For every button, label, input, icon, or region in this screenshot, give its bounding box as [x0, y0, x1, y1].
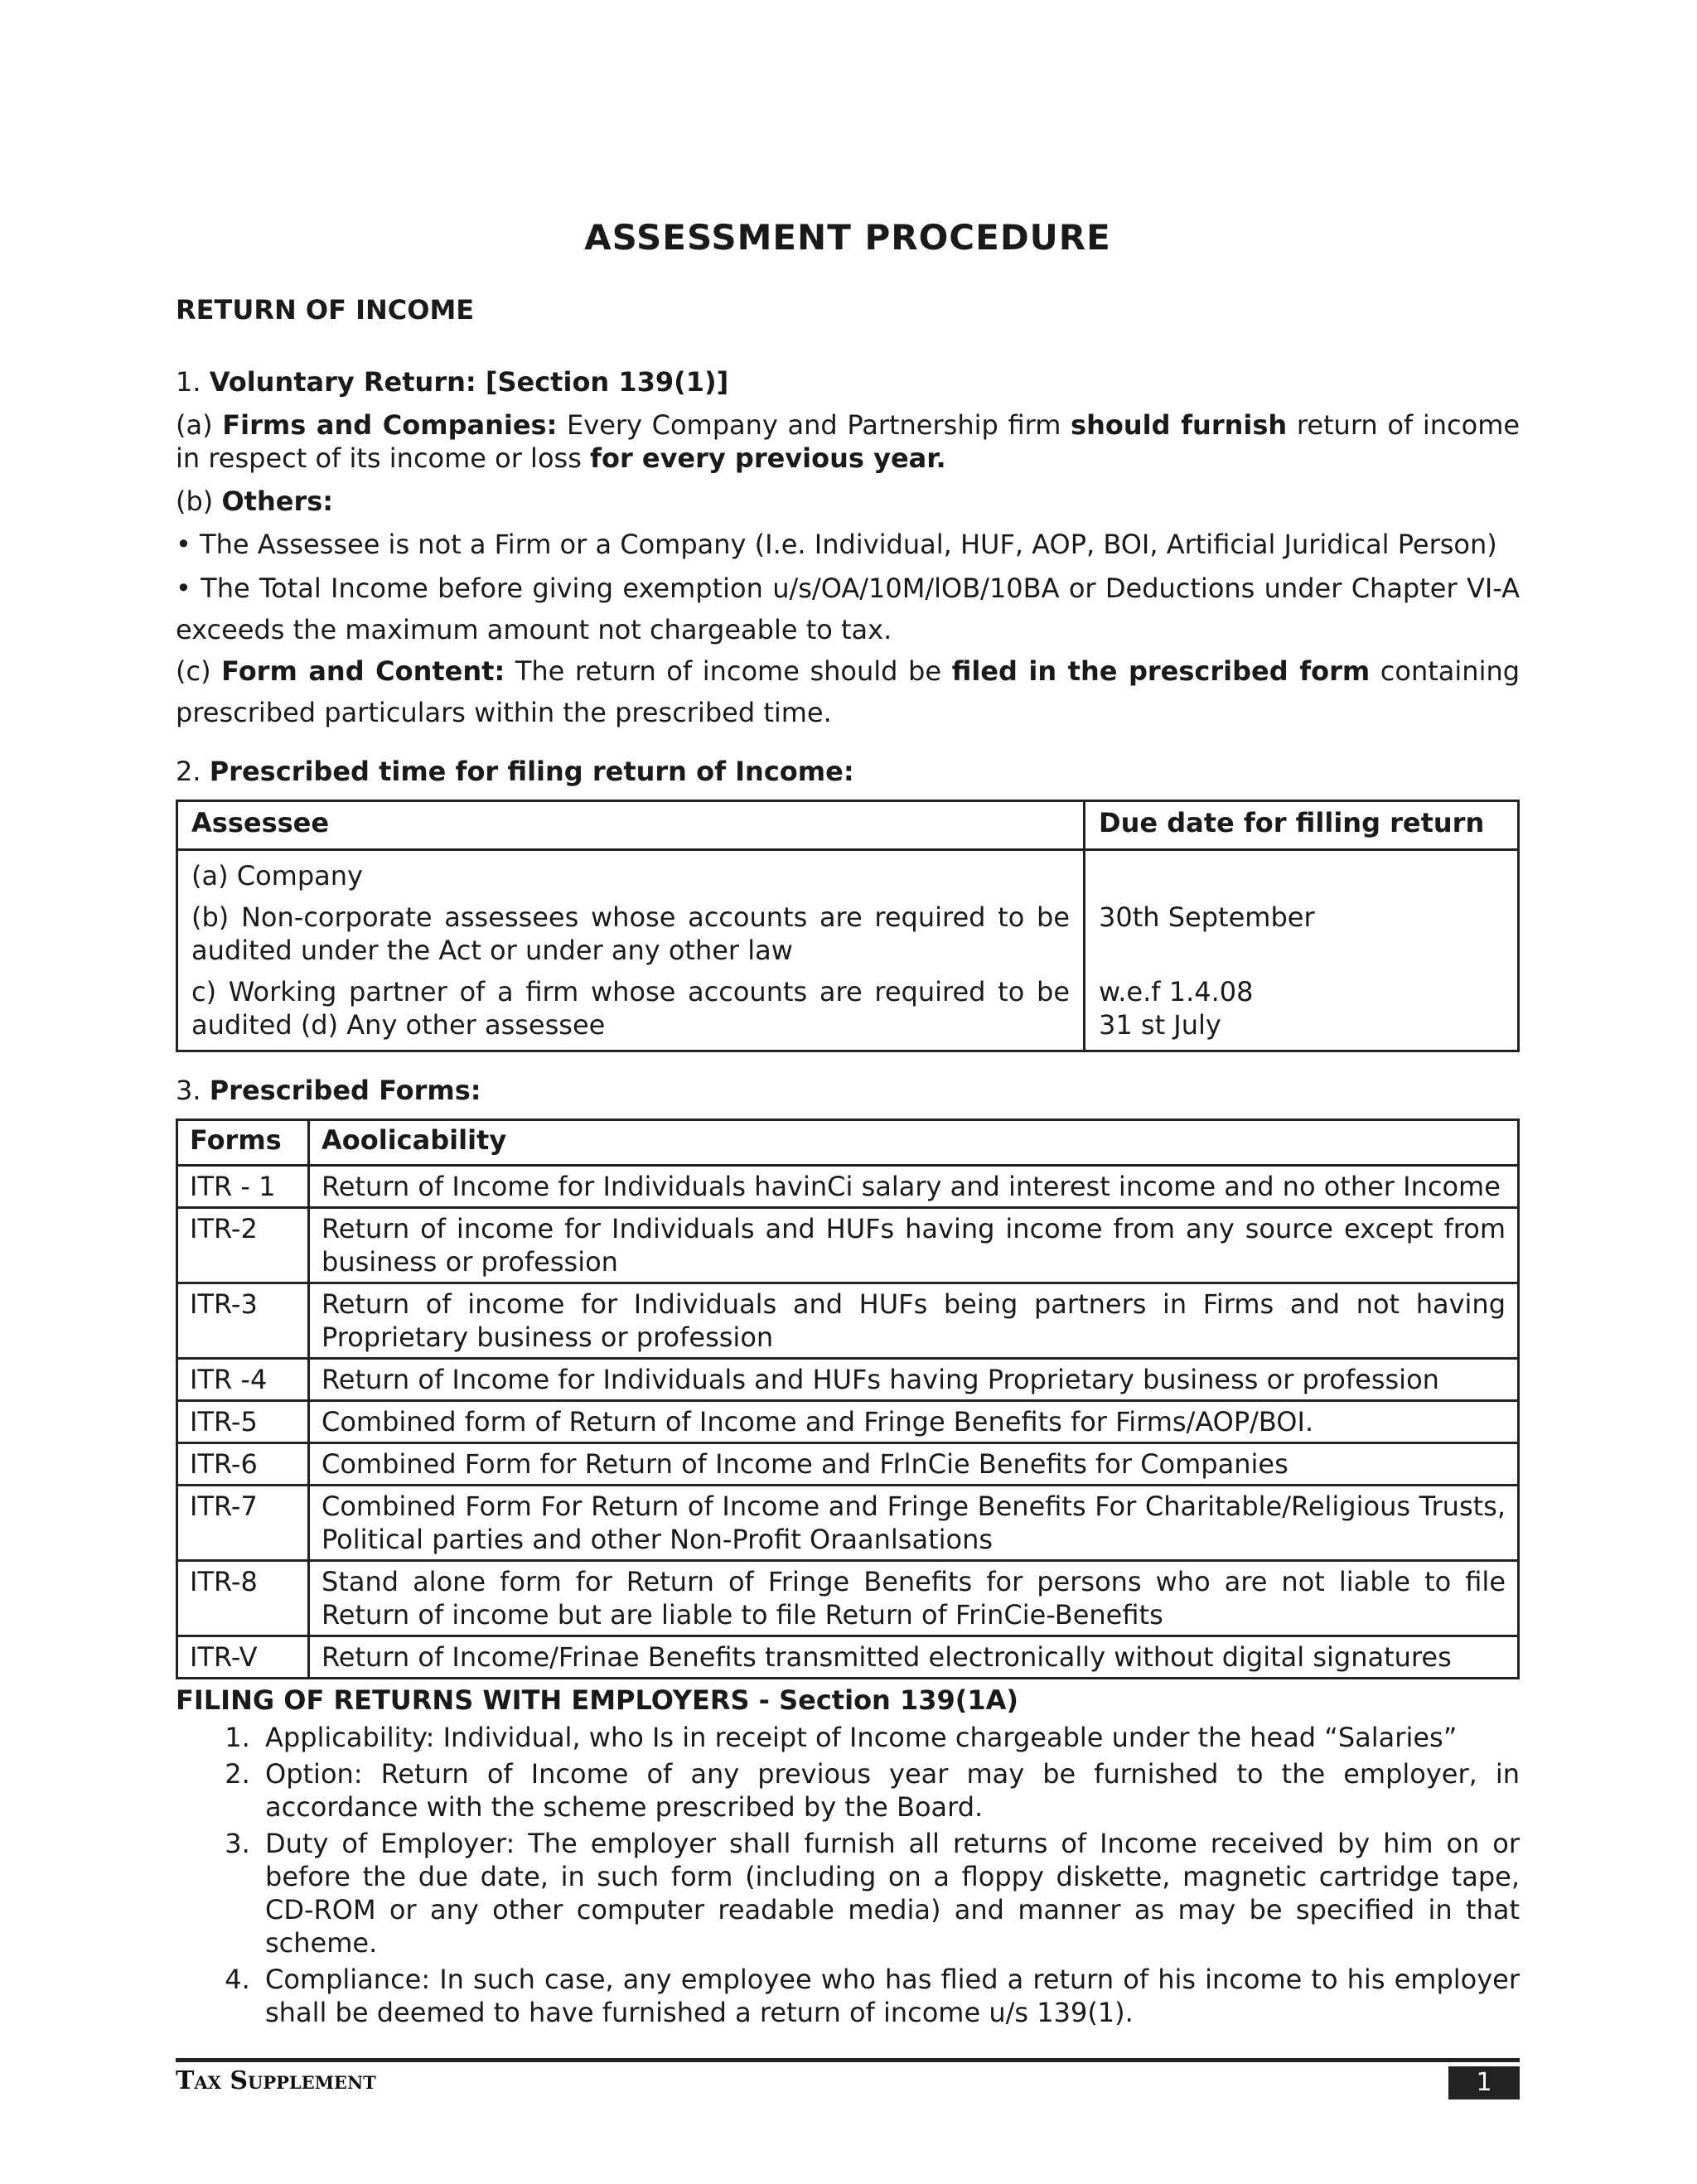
- prescribed-time-number: 2.: [176, 756, 201, 787]
- due-date-july: 31 st July: [1099, 1009, 1221, 1041]
- item-a-emphasis-2: for every previous year.: [590, 442, 946, 474]
- assessee-company: (a) Company: [191, 860, 363, 891]
- due-date-spacer: [1099, 859, 1504, 901]
- item-c-heading: Form and Content:: [221, 655, 505, 687]
- item-c-label: (c): [176, 655, 211, 687]
- table-row: [177, 1359, 1519, 1401]
- form-applicability: Stand alone form for Return of Fringe Benefits for persons who are not liable to file Return of income but are liable to file Return of FrinCie-Benefits: [309, 1561, 1519, 1636]
- item-a-emphasis-1: should furnish: [1071, 409, 1288, 441]
- list-item: 3. Duty of Employer: The employer shall furnish all returns of Income received by him on or before the due date, in such form (including on a floppy diskette, magnetic cartridge tape, CD-ROM or any other computer readable media) and manner as may be specified in that scheme.: [259, 1827, 1520, 1959]
- form-code: ITR -4: [177, 1359, 309, 1401]
- page-number: 1: [1448, 2066, 1520, 2099]
- page-content: [176, 217, 1520, 2032]
- due-date-table: [176, 800, 1520, 1052]
- item-b-label: (b): [176, 486, 214, 517]
- item-a-text-2: return of income in respect of its income or loss: [176, 409, 1521, 474]
- list-item: 2. Option: Return of Income of any previous year may be furnished to the employer, in accordance with the scheme prescribed by the Board.: [259, 1757, 1520, 1824]
- assessee-non-corporate: (b) Non-corporate assessees whose accounts are required to be audited under the Act or under any other law: [191, 901, 1070, 966]
- applicability-column-header: Aoolicability: [309, 1120, 1519, 1166]
- form-code: ITR-8: [177, 1561, 309, 1636]
- form-applicability: Return of Income/Frinae Benefits transmitted electronically without digital signatures: [309, 1636, 1519, 1679]
- forms-column-header: Forms: [177, 1120, 309, 1166]
- due-date-effective: w.e.f 1.4.08: [1099, 976, 1254, 1007]
- form-applicability: Return of Income for Individuals and HUFs having Proprietary business or profession: [309, 1359, 1519, 1401]
- due-date-september: 30th September: [1099, 901, 1315, 933]
- table-row: [177, 1443, 1519, 1486]
- assessee-cell: [177, 850, 1085, 1051]
- due-date-spacer-2: [1099, 934, 1504, 975]
- assessee-working-partner: c) Working partner of a firm whose accounts are required to be audited (d) Any other assessee: [191, 976, 1070, 1041]
- form-applicability: Return of income for Individuals and HUFs being partners in Firms and not having Proprietary business or profession: [309, 1283, 1519, 1359]
- prescribed-time-heading: [176, 755, 1520, 788]
- due-date-header-row: [177, 801, 1519, 850]
- form-code: ITR-6: [177, 1443, 309, 1486]
- item-c-emphasis: filed in the prescribed form: [951, 655, 1371, 687]
- footer-divider: [176, 2058, 1520, 2062]
- table-row: [177, 1636, 1519, 1679]
- filing-list: [176, 1721, 1520, 2029]
- forms-header-row: [177, 1120, 1519, 1166]
- forms-table: [176, 1119, 1520, 1679]
- table-row: [177, 1486, 1519, 1561]
- due-date-cell: [1085, 850, 1519, 1051]
- form-code: ITR-3: [177, 1283, 309, 1359]
- voluntary-number: 1.: [176, 366, 201, 398]
- prescribed-forms-heading: [176, 1074, 1520, 1107]
- list-item: 4. Compliance: In such case, any employee who has flied a return of his income to his employer shall be deemed to have furnished a return of income u/s 139(1).: [259, 1963, 1520, 2029]
- voluntary-heading-text: Voluntary Return: [Section 139(1)]: [209, 366, 729, 398]
- form-and-content-paragraph: [176, 650, 1520, 733]
- table-row: [177, 1561, 1519, 1636]
- form-applicability: Combined Form For Return of Income and Fringe Benefits For Charitable/Religious Trusts, Political parties and other Non-Profit Oraanlsations: [309, 1486, 1519, 1561]
- form-code: ITR-7: [177, 1486, 309, 1561]
- due-date-body-row: [177, 850, 1519, 1051]
- item-a-label: (a): [176, 409, 213, 441]
- others-paragraph: [176, 485, 1520, 518]
- prescribed-forms-heading-text: Prescribed Forms:: [209, 1075, 481, 1106]
- firms-and-companies-paragraph: [176, 408, 1520, 475]
- form-code: ITR-2: [177, 1208, 309, 1283]
- others-bullet-2: • The Total Income before giving exemption u/s/OA/10M/lOB/10BA or Deductions under Chapter VI-A exceeds the maximum amount not chargeable to tax.: [176, 573, 1520, 645]
- list-item: 1. Applicability: Individual, who Is in receipt of Income chargeable under the head “Salaries”: [259, 1721, 1520, 1754]
- prescribed-time-heading-text: Prescribed time for filing return of Income:: [209, 756, 854, 787]
- filing-heading: FILING OF RETURNS WITH EMPLOYERS - Section 139(1A): [176, 1684, 1019, 1716]
- form-code: ITR - 1: [177, 1166, 309, 1208]
- form-code: ITR-5: [177, 1401, 309, 1443]
- item-a-text-1: Every Company and Partnership firm: [567, 409, 1061, 441]
- page-title: ASSESSMENT PROCEDURE: [584, 217, 1111, 258]
- form-applicability: Combined form of Return of Income and Fringe Benefits for Firms/AOP/BOI.: [309, 1401, 1519, 1443]
- table-row: [177, 1401, 1519, 1443]
- item-b-heading: Others:: [221, 486, 334, 517]
- item-c-text-1: The return of income should be: [515, 655, 942, 687]
- prescribed-forms-number: 3.: [176, 1075, 201, 1106]
- due-date-column-header: Due date for filling return: [1085, 801, 1519, 850]
- form-applicability: Combined Form for Return of Income and FrlnCie Benefits for Companies: [309, 1443, 1519, 1486]
- form-applicability: Return of income for Individuals and HUFs having income from any source except from business or profession: [309, 1208, 1519, 1283]
- form-applicability: Return of Income for Individuals havinCi salary and interest income and no other Income: [309, 1166, 1519, 1208]
- table-row: [177, 1166, 1519, 1208]
- footer-title: Tax Supplement: [176, 2066, 376, 2095]
- others-bullet-1: • The Assessee is not a Firm or a Company (I.e. Individual, HUF, AOP, BOI, Artificial Juridical Person): [176, 529, 1497, 560]
- voluntary-heading: [176, 365, 1520, 399]
- table-row: [177, 1208, 1519, 1283]
- section-heading: RETURN OF INCOME: [176, 294, 475, 326]
- item-a-heading: Firms and Companies:: [222, 409, 558, 441]
- form-code: ITR-V: [177, 1636, 309, 1679]
- assessee-column-header: Assessee: [177, 801, 1085, 850]
- table-row: [177, 1283, 1519, 1359]
- item-c-text-2: containing prescribed particulars within the prescribed time.: [176, 655, 1521, 728]
